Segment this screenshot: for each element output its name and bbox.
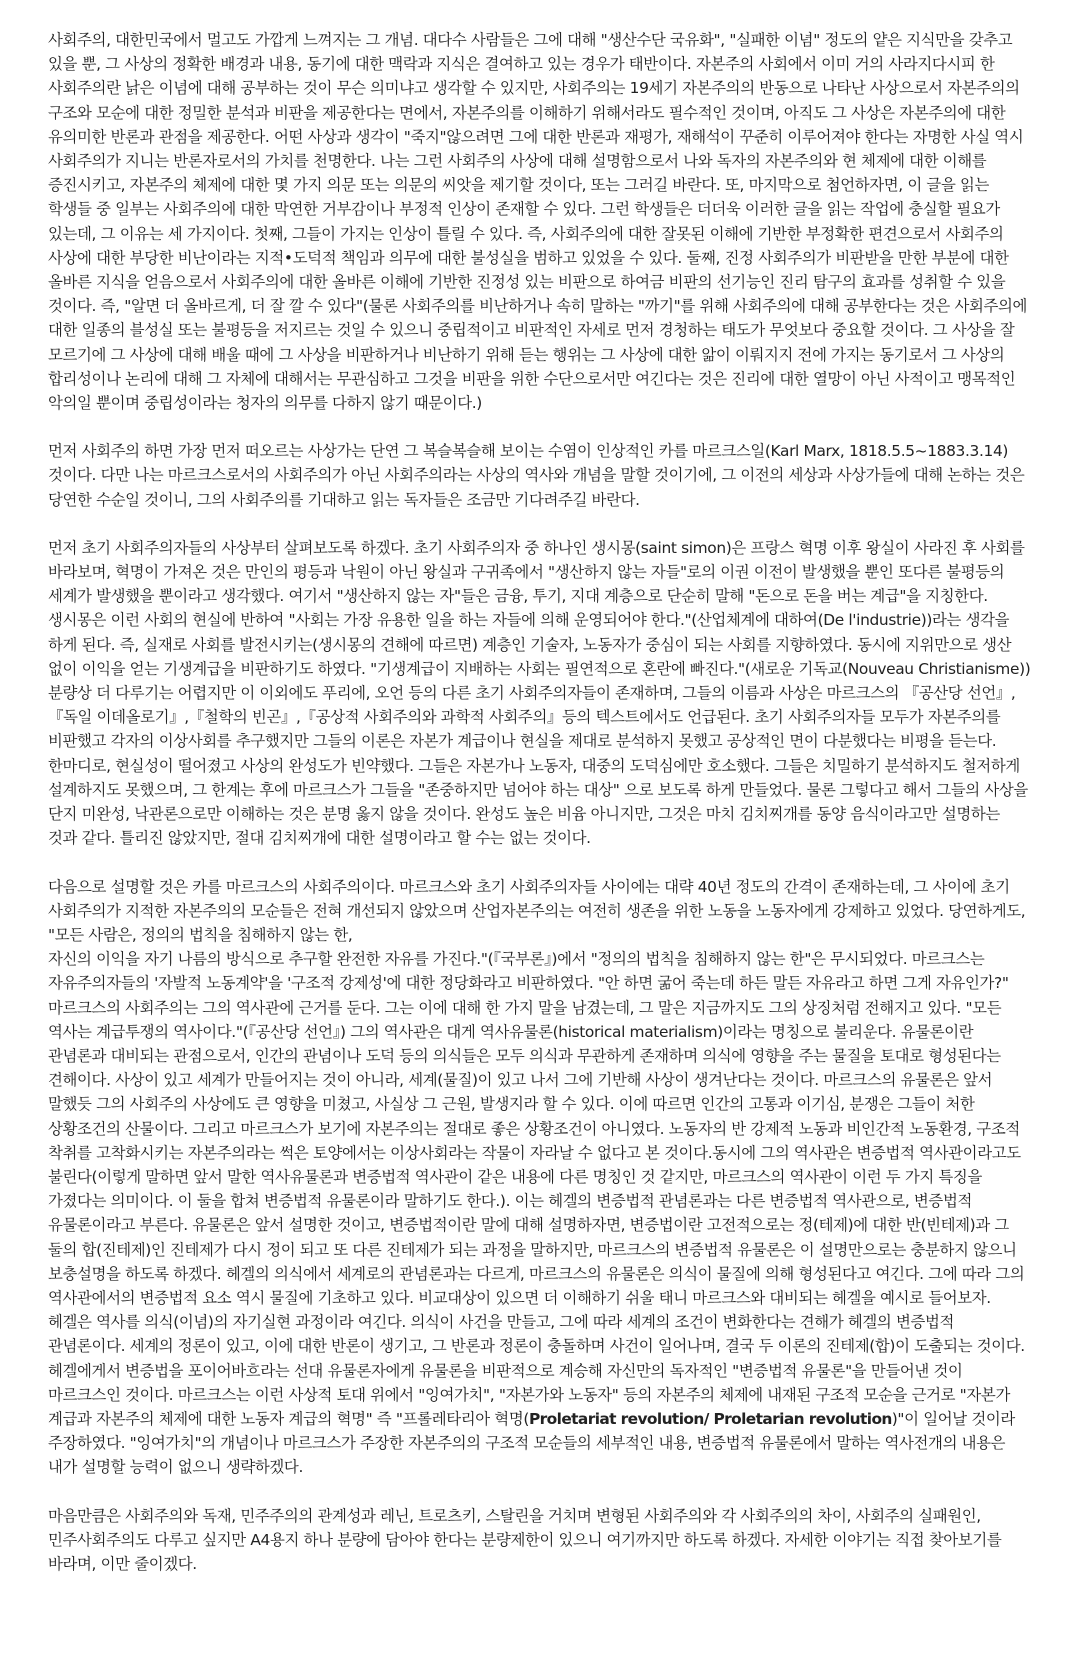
paragraph-introduction: 사회주의, 대한민국에서 멀고도 가깝게 느껴지는 그 개념. 대다수 사람들은 그에 대해 "생산수단 국유화", "실패한 이념" 정도의 얕은 지식만을 갖추고 있을 뿐, 그 사상의 정확한 배경과 내용, 동기에 대한 맥락과 지식은 결여하고 있는 경우가 태반이다. 자본주의 사회에서 이미 거의 사라지다시피 한 사회주의란 낡은 이념에 대해 공부하는 것이 무슨 의미냐고 생각할 수 있지만, 사회주의는 19세기 자본주의의 반동으로 나타난 사상으로서 자본주의의 구조와 모순에 대한 정밀한 분석과 비판을 제공한다는 면에서, 자본주의를 이해하기 위해서라도 필수적인 것이며, 아직도 그 사상은 자본주의에 대한 유의미한 반론과 관점을 제공한다. 어떤 사상과 생각이 "죽지"않으려면 그에 대한 반론과 재평가, 재해석이 꾸준히 이루어져야 한다는 자명한 사실 역시 사회주의가 지니는 반론자로서의 가치를 천명한다. 나는 그런 사회주의 사상에 대해 설명함으로서 나와 독자의 자본주의와 현 체제에 대한 이해를 증진시키고, 자본주의 체제에 대한 몇 가지 의문 또는 의문의 씨앗을 제기할 것이다, 또는 그러길 바란다. 또, 마지막으로 첨언하자면, 이 글을 읽는 학생들 중 일부는 사회주의에 대한 막연한 거부감이나 부정적 인상이 존재할 수 있다. 그런 학생들은 더더욱 이러한 글을 읽는 작업에 충실할 필요가 있는데, 그 이유는 세 가지이다. 첫째, 그들이 가지는 인상이 틀릴 수 있다. 즉, 사회주의에 대한 잘못된 이해에 기반한 부정확한 편견으로서 사회주의 사상에 대한 부당한 비난이라는 지적•도덕적 책임과 의무에 대한 불성실을 범하고 있었을 수 있다. 둘째, 진정 사회주의가 비판받을 만한 부분에 대한 올바른 지식을 얻음으로서 사회주의에 대한 올바른 이해에 기반한 진정성 있는 비판으로 하여금 비판의 선기능인 진리 탐구의 효과를 성취할 수 있을 것이다. 즉, "알면 더 올바르게, 더 잘 깔 수 있다"(물론 사회주의를 비난하거나 속히 말하는 "까기"를 위해 사회주의에 대해 공부한다는 것은 사회주의에 대한 일종의 블성실 또는 불평등을 저지르는 것일 수 있으니 중립적이고 비판적인 자세로 먼저 경청하는 태도가 무엇보다 중요할 것이다. 그 사상을 잘 모르기에 그 사상에 대해 배울 때에 그 사상을 비판하거나 비난하기 위해 듣는 행위는 그 사상에 대한 앎이 이뤄지지 전에 가지는 동기로서 그 사상의 합리성이나 논리에 대해 그 자체에 대해서는 무관심하고 그것을 비판을 위한 수단으로서만 여긴다는 것은 진리에 대한 열망이 아닌 사적이고 맹목적인 악의일 뿐이며 중립성이라는 청자의 의무를 다하지 않기 때문이다.) bbox=[48, 31, 1028, 413]
paragraph-karl-marx-intro: 먼저 사회주의 하면 가장 먼저 떠오르는 사상가는 단연 그 복슬복슬해 보이는 수염이 인상적인 카를 마르크스일(Karl Marx, 1818.5.5~1883.3.14) 것이다. 다만 나는 마르크스로서의 사회주의가 아닌 사회주의라는 사상의 역사와 개념을 말할 것이기에, 그 이전의 세상과 사상가들에 대해 논하는 것은 당연한 수순일 것이니, 그의 사회주의를 기대하고 읽는 독자들은 조금만 기다려주길 바란다. bbox=[48, 442, 1025, 509]
document-body bbox=[48, 28, 1032, 1576]
marx-socialism-tail: )"이 일어날 것이라 주장하였다. "잉여가치"의 개념이나 마르크스가 주장한 자본주의의 구조적 모순들의 세부적인 내용, 변증법적 유물론에서 말하는 역사전개의 내용은 내가 설명할 능력이 없으니 생략하겠다. bbox=[48, 1409, 1015, 1477]
paragraph-marx-socialism bbox=[48, 875, 1032, 1480]
marx-socialism-text: 다음으로 설명할 것은 카를 마르크스의 사회주의이다. 마르크스와 초기 사회주의자들 사이에는 대략 40년 정도의 간격이 존재하는데, 그 사이에 초기 사회주의가 지적한 자본주의의 모순들은 전혀 개선되지 않았으며 산업자본주의는 여전히 생존을 위한 노동을 노동자에게 강제하고 있었다. 당연하게도, "모든 사람은, 정의의 법칙을 침해하지 않는 한, 자신의 이익을 자기 나름의 방식으로 추구할 완전한 자유를 가진다."(『국부론』)에서 "정의의 법칙을 침해하지 않는 한"은 무시되었다. 마르크스는 자유주의자들의 '자발적 노동계약'을 '구조적 강제성'에 대한 정당화라고 비판하였다. "안 하면 굶어 죽는데 하든 말든 자유라고 하면 그게 자유인가?" 마르크스의 사회주의는 그의 역사관에 근거를 둔다. 그는 이에 대해 한 가지 말을 남겼는데, 그 말은 지금까지도 그의 상징처럼 전해지고 있다. "모든 역사는 계급투쟁의 역사이다."(『공산당 선언』) 그의 역사관은 대게 역사유물론(historical materialism)이라는 명칭으로 불리운다. 유물론이란 관념론과 대비되는 관점으로서, 인간의 관념이나 도덕 등의 의식들은 모두 의식과 무관하게 존재하며 의식에 영향을 주는 물질을 토대로 형성된다는 견해이다. 사상이 있고 세계가 만들어지는 것이 아니라, 세계(물질)이 있고 나서 그에 기반해 사상이 생겨난다는 것이다. 마르크스의 유물론은 앞서 말했듯 그의 사회주의 사상에도 큰 영향을 미쳤고, 사실상 그 근원, 발생지라 할 수 있다. 이에 따르면 인간의 고통과 이기심, 분쟁은 그들이 처한 상황조건의 산물이다. 그리고 마르크스가 보기에 자본주의는 절대로 좋은 상황조건이 아니였다. 노동자의 반 강제적 노동과 비인간적 노동환경, 구조적 착취를 고착화시키는 자본주의라는 썩은 토양에서는 이상사회라는 작물이 자라날 수 없다고 본 것이다.동시에 그의 역사관은 변증법적 역사관이라고도 불린다(이렇게 말하면 앞서 말한 역사유물론과 변증법적 역사관이 같은 내용에 다른 명칭인 것 같지만, 마르크스의 역사관이 이런 두 가지 특징을 가졌다는 의미이다. 이 둘을 합쳐 변증법적 유물론이라 말하기도 한다.). 이는 헤겔의 변증법적 관념론과는 다른 변증법적 역사관으로, 변증법적 유물론이라고 부른다. 유물론은 앞서 설명한 것이고, 변증법적이란 말에 대해 설명하자면, 변증법이란 고전적으로는 정(테제)에 대한 반(빈테제)과 그 둘의 합(진테제)인 진테제가 다시 정이 되고 또 다른 진테제가 되는 과정을 말하지만, 마르크스의 변증법적 유물론은 이 설명만으로는 충분하지 않으니 보충설명을 하도록 하겠다. 헤겔의 의식에서 세계로의 관념론과는 다르게, 마르크스의 유물론은 의식이 물질에 의해 형성된다고 여긴다. 그에 따라 그의 역사관에서의 변증법적 요소 역시 물질에 기초하고 있다. 비교대상이 있으면 더 이해하기 쉬울 태니 마르크스와 대비되는 헤겔을 예시로 들어보자. 헤겔은 역사를 의식(이념)의 자기실현 과정이라 여긴다. 의식이 사건을 만들고, 그에 따라 세계의 조건이 변화한다는 견해가 헤겔의 변증법적 관념론이다. 세계의 정론이 있고, 이에 대한 반론이 생기고, 그 반론과 정론이 충돌하며 사건이 일어나며, 결국 두 이론의 진테제(합)이 도출되는 것이다. 헤겔에게서 변증법을 포이어바흐라는 선대 유물론자에게 유물론을 비판적으로 계승해 자신만의 독자적인 "변증법적 유물론"을 만들어낸 것이 마르크스인 것이다. 마르크스는 이런 사상적 토대 위에서 "잉여가치", "자본가와 노동자" 등의 자본주의 체제에 내재된 구조적 모순을 근거로 "자본가 계급과 자본주의 체제에 대한 노동자 계급의 혁명" 즉 "프롤레타리아 혁명( bbox=[48, 877, 1026, 1428]
proletarian-revolution-term: Proletariat revolution/ Proletarian revolution bbox=[529, 1409, 892, 1428]
paragraph-early-socialists: 먼저 초기 사회주의자들의 사상부터 살펴보도록 하겠다. 초기 사회주의자 중 하나인 생시몽(saint simon)은 프랑스 혁명 이후 왕실이 사라진 후 사회를 바라보며, 혁명이 가져온 것은 만인의 평등과 낙원이 아닌 왕실과 구귀족에서 "생산하지 않는 자들"로의 이권 이전이 발생했을 뿐인 또다른 불평등의 세계가 발생했을 뿐이라고 생각했다. 여기서 "생산하지 않는 자"들은 금융, 투기, 지대 계층으로 단순히 말해 "돈으로 돈을 버는 계급"을 지칭한다. 생시몽은 이런 사회의 현실에 반하여 "사회는 가장 유용한 일을 하는 자들에 의해 운영되어야 한다."(산업체계에 대하여(De l'industrie))라는 생각을 하게 된다. 즉, 실재로 사회를 발전시키는(생시몽의 견해에 따르면) 계층인 기술자, 노동자가 중심이 되는 사회를 지향하였다. 동시에 지위만으로 생산 없이 이익을 얻는 기생계급을 비판하기도 하였다. "기생계급이 지배하는 사회는 필연적으로 혼란에 빠진다."(새로운 기독교(Nouveau Christianisme)) 분량상 더 다루기는 어렵지만 이 이외에도 푸리에, 오언 등의 다른 초기 사회주의자들이 존재하며, 그들의 이름과 사상은 마르크스의 『공산당 선언』,『독일 이데올로기』,『철학의 빈곤』,『공상적 사회주의와 과학적 사회주의』등의 텍스트에서도 언급된다. 초기 사회주의자들 모두가 자본주의를 비판했고 각자의 이상사회를 추구했지만 그들의 이론은 자본가 계급이나 현실을 제대로 분석하지 못했고 공상적인 면이 다분했다는 비평을 듣는다. 한마디로, 현실성이 떨어졌고 사상의 완성도가 빈약했다. 그들은 자본가나 노동자, 대중의 도덕심에만 호소했다. 그들은 치밀하기 분석하지도 철저하게 설계하지도 못했으며, 그 한계는 후에 마르크스가 그들을 "존중하지만 넘어야 하는 대상" 으로 보도록 하게 만들었다. 물론 그렇다고 해서 그들의 사상을 단지 미완성, 낙관론으로만 이해하는 것은 분명 옳지 않을 것이다. 완성도 높은 비윰 아니지만, 그것은 마치 김치찌개를 동양 음식이라고만 설명하는 것과 같다. 틀리진 않았지만, 절대 김치찌개에 대한 설명이라고 할 수는 없는 것이다. bbox=[48, 538, 1031, 848]
paragraph-conclusion: 마음만큼은 사회주의와 독재, 민주주의의 관계성과 레닌, 트로츠키, 스탈린을 거치며 변형된 사회주의와 각 사회주의의 차이, 사회주의 실패원인, 민주사회주의도 다루고 싶지만 A4용지 하나 분량에 담아야 한다는 분량제한이 있으니 여기까지만 하도록 하겠다. 자세한 이야기는 직접 찾아보기를 바라며, 이만 줄이겠다. bbox=[48, 1506, 1002, 1573]
